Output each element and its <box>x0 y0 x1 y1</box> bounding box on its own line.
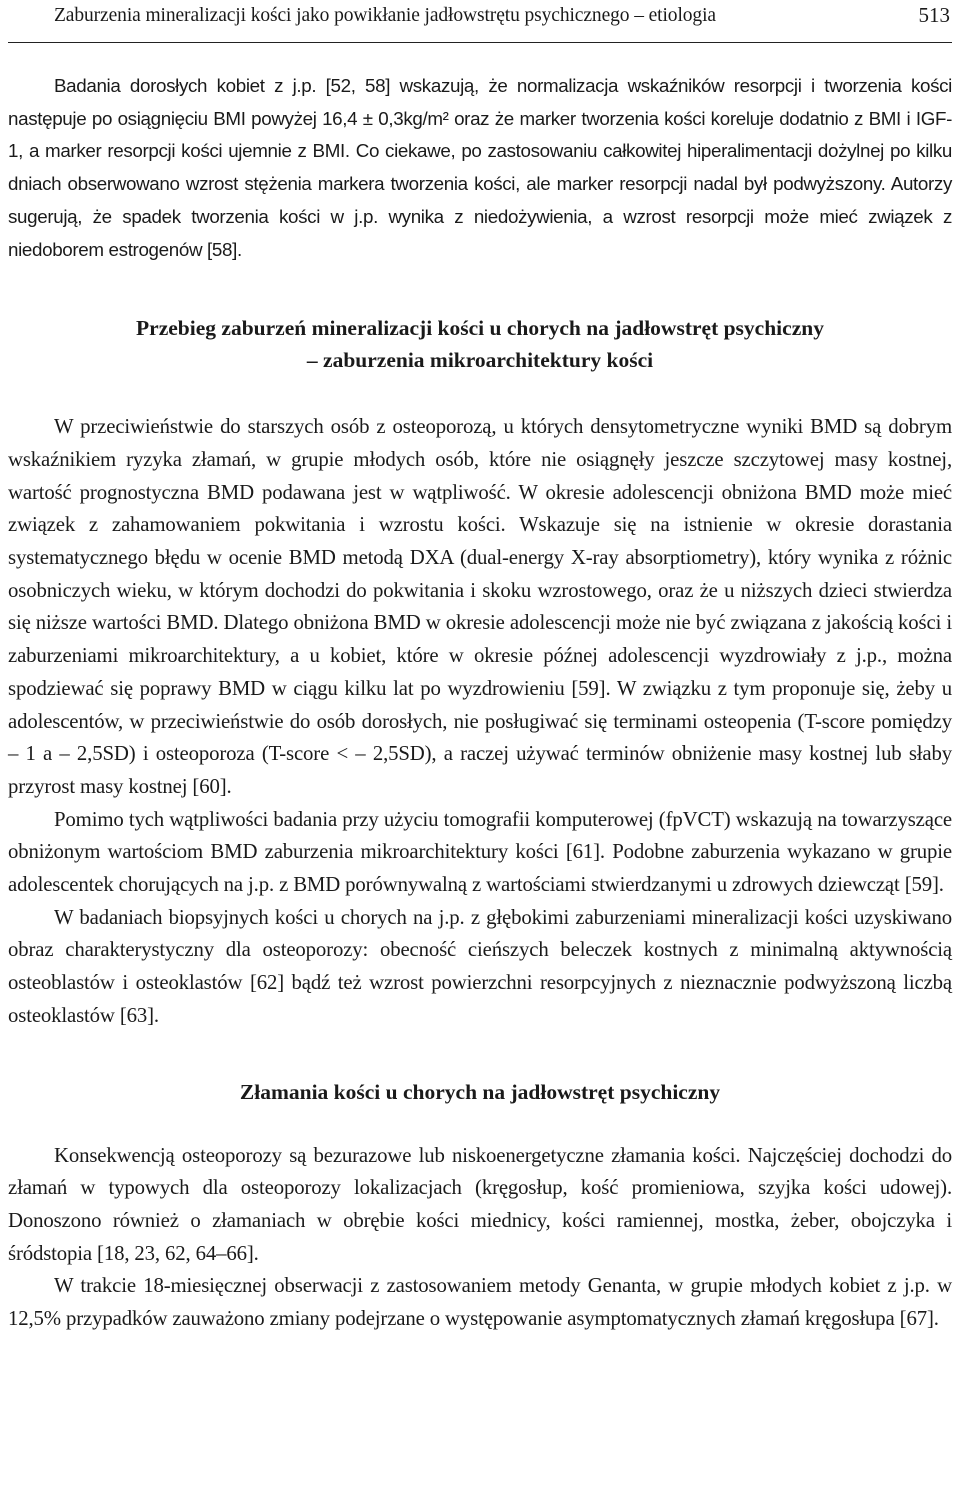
fractures-section <box>8 1140 952 1336</box>
body-paragraph: W badaniach biopsyjnych kości u chorych na j.p. z głębokimi zaburzeniami mineralizacji kości uzyskiwano obraz charakterystyczny dla osteoporozy: obecność cieńszych beleczek kostnych z minimalną aktywnością osteoblastów i osteoklastów [62] bądź też wzrost powierzchni resorpcyjnych z nieznacznie podwyższoną liczbą osteoklastów [63]. <box>8 905 952 1027</box>
section-heading-microarchitecture <box>8 312 952 376</box>
microarchitecture-section <box>8 411 952 1032</box>
intro-paragraph: Badania dorosłych kobiet z j.p. [52, 58] wskazują, że normalizacja wskaźników resorpcji i tworzenia kości następuje po osiągnięciu BMI powyżej 16,4 ± 0,3kg/m² oraz że marker tworzenia kości koreluje dodatnio z BMI i IGF-1, a marker resorpcji kości ujemnie z BMI. Co ciekawe, po zastosowaniu całkowitej hiperalimentacji dożylnej po kilku dniach obserwowano wzrost stężenia markera tworzenia kości, ale marker resorpcji nadal był podwyższony. Autorzy sugerują, że spadek tworzenia kości w j.p. wynika z niedożywienia, a wzrost resorpcji może mieć związek z niedoborem estrogenów [58]. <box>8 75 952 260</box>
body-paragraph: Pomimo tych wątpliwości badania przy użyciu tomografii komputerowej (fpVCT) wskazują na towarzyszące obniżonym wartościom BMD zaburzenia mikroarchitektury kości [61]. Podobne zaburzenia wykazano w grupie adolescentek chorujących na j.p. z BMD porównywalną z wartościami stwierdzanymi u zdrowych dziewcząt [59]. <box>8 807 952 897</box>
running-header <box>8 0 952 43</box>
body-paragraph: Konsekwencją osteoporozy są bezurazowe lub niskoenergetyczne złamania kości. Najczęściej dochodzi do złamań w typowych dla osteoporozy lokalizacjach (kręgosłup, kość promieniowa, szyjka kości udowej). Donoszono również o złamaniach w obrębie kości miednicy, kości ramiennej, mostka, żeber, obojczyka i śródstopia [18, 23, 62, 64–66]. <box>8 1143 952 1265</box>
document-page <box>8 0 952 1336</box>
running-title: Zaburzenia mineralizacji kości jako powikłanie jadłowstrętu psychicznego – etiologia <box>54 5 716 26</box>
section-heading-line: Przebieg zaburzeń mineralizacji kości u chorych na jadłowstręt psychiczny <box>136 316 824 341</box>
section-heading-fractures <box>8 1076 952 1108</box>
section-heading-line: Złamania kości u chorych na jadłowstręt psychiczny <box>239 1079 721 1104</box>
intro-section <box>8 70 952 266</box>
page-number: 513 <box>918 3 950 27</box>
body-paragraph: W przeciwieństwie do starszych osób z osteoporozą, u których densytometryczne wyniki BMD są dobrym wskaźnikiem ryzyka złamań, w grupie młodych osób, które nie osiągnęły jeszcze szczytowej masy kostnej, wartość prognostyczna BMD podawana jest w wątpliwość. W okresie adolescencji obniżona BMD może mieć związek z zahamowaniem pokwitania i wzrostu kości. Wskazuje się na istnienie w okresie dorastania systematycznego błędu w ocenie BMD metodą DXA (dual-energy X-ray absorptiometry), który wynika z różnic osobniczych wieku, w którym dochodzi do pokwitania i skoku wzrostowego, oraz że u niższych dzieci stwierdza się niższe wartości BMD. Dlatego obniżona BMD w okresie adolescencji może nie być związana z jakością kości i zaburzeniami mikroarchitektury, a u kobiet, które w okresie późnej adolescencji wyzdrowiały z j.p., można spodziewać się poprawy BMD w ciągu kilku lat po wyzdrowieniu [59]. W związku z tym proponuje się, żeby u adolescentów, w przeciwieństwie do osób dorosłych, nie posługiwać się terminami osteopenia (T-score pomiędzy – 1 a – 2,5SD) i osteoporoza (T-score < – 2,5SD), a raczej używać terminów obniżenie masy kostnej lub słaby przyrost masy kostnej [60]. <box>8 415 952 798</box>
section-heading-line: – zaburzenia mikroarchitektury kości <box>306 348 654 373</box>
body-paragraph: W trakcie 18-miesięcznej obserwacji z zastosowaniem metody Genanta, w grupie młodych kobiet z j.p. w 12,5% przypadków zauważono zmiany podejrzane o występowanie asymptomatycznych złamań kręgosłupa [67]. <box>8 1274 952 1331</box>
